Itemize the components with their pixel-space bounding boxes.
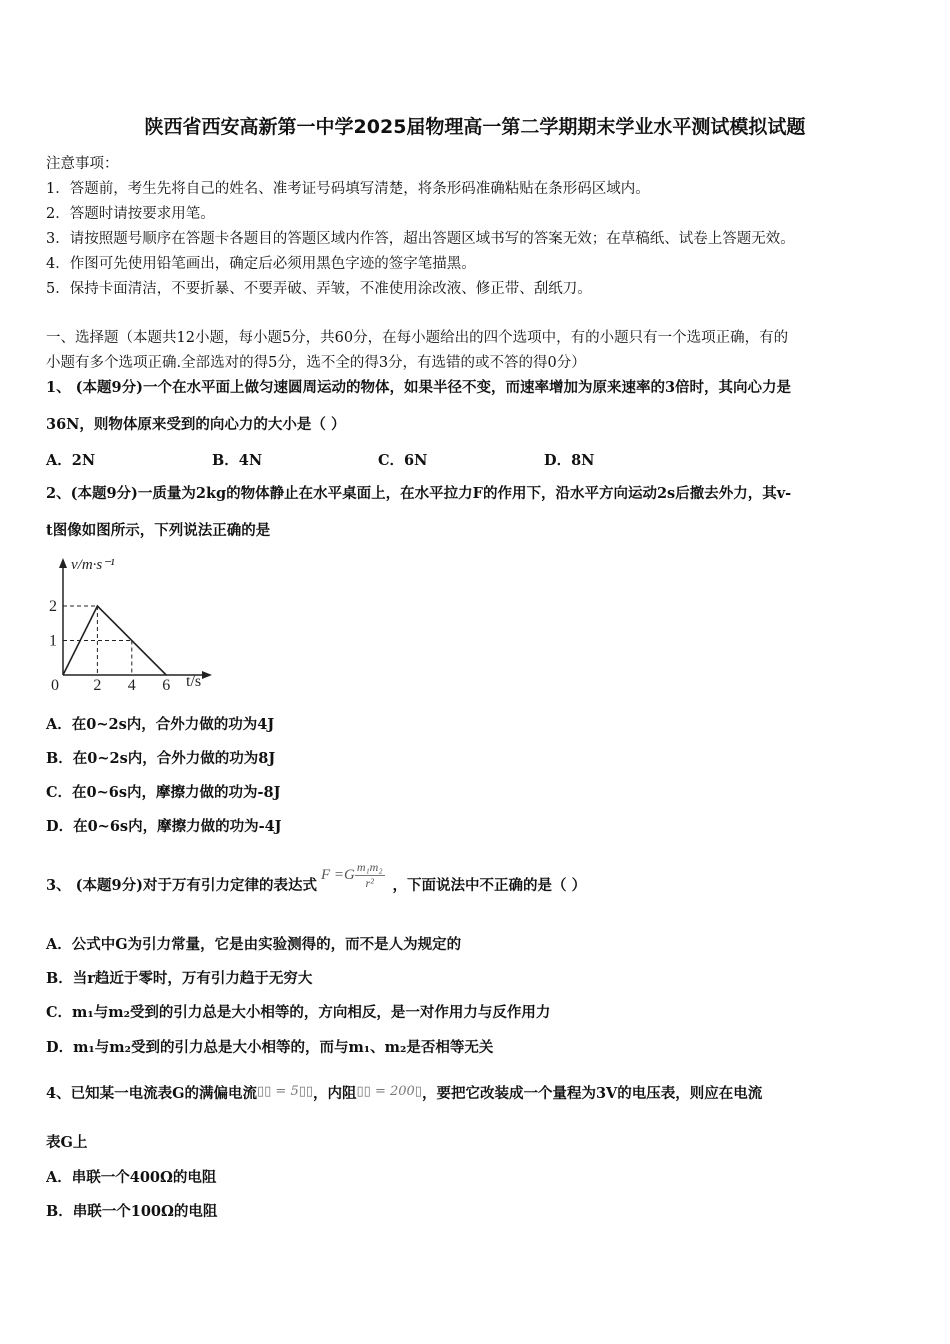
x-tick-label: 2: [93, 677, 102, 693]
q4-stem-part1: 4、已知某一电流表G的满偏电流: [46, 1085, 257, 1102]
q4-option-b: B．串联一个100Ω的电阻: [46, 1203, 218, 1220]
q4-stem-part2: ，内阻: [313, 1085, 357, 1102]
y-tick-label: 2: [49, 598, 57, 615]
x-tick-label: 6: [162, 677, 171, 693]
y-tick-label: 1: [49, 632, 57, 650]
x-axis-label: t/s: [186, 673, 202, 690]
page-title: 陕西省西安高新第一中学2025届物理高一第二学期期末学业水平测试模拟试题: [144, 116, 806, 138]
q3-option-b: B．当r趋近于零时，万有引力趋于无穷大: [46, 970, 313, 987]
q1-stem-cont: 36N，则物体原来受到的向心力的大小是（ ）: [46, 416, 346, 433]
q3-formula: [321, 860, 385, 891]
q1-stem: 1、 (本题9分)一个在水平面上做匀速圆周运动的物体，如果半径不变，而速率增加为原来速率的3倍时，其向心力是: [46, 379, 792, 396]
formula-denominator: r²: [365, 875, 374, 890]
q2-stem: 2、(本题9分)一质量为2kg的物体静止在水平桌面上，在水平拉力F的作用下，沿水平方向运动2s后撤去外力，其v-: [46, 485, 792, 502]
q2-option-c: C．在0~6s内，摩擦力做的功为-8J: [46, 784, 281, 801]
q2-option-d: D．在0~6s内，摩擦力做的功为-4J: [46, 818, 282, 835]
q3-stem: [46, 859, 587, 895]
formula-numerator: m₁m₂: [356, 859, 383, 874]
q1-option-c: C．6N: [378, 452, 428, 469]
q1-option-b: B．4N: [212, 452, 263, 469]
q2-stem-cont: t图像如图所示，下列说法正确的是: [46, 522, 271, 539]
q3-option-a: A．公式中G为引力常量，它是由实验测得的，而不是人为规定的: [46, 936, 462, 953]
formula-lhs: F =G: [320, 866, 355, 883]
q3-stem-prefix: 3、 (本题9分)对于万有引力定律的表达式: [46, 877, 317, 894]
q3-option-c: C．m₁与m₂受到的引力总是大小相等的，方向相反，是一对作用力与反作用力: [46, 1004, 551, 1021]
q4-option-a: A．串联一个400Ω的电阻: [46, 1169, 217, 1186]
notice-heading: 注意事项：: [46, 156, 119, 172]
notice-item: 2．答题时请按要求用笔。: [46, 206, 215, 222]
q4-stem-cont: 表G上: [46, 1134, 88, 1151]
q1-option-a: A．2N: [46, 452, 96, 469]
notice-item: 4．作图可先使用铅笔画出，确定后必须用黑色字迹的签字笔描黑。: [46, 256, 476, 272]
q4-formula-resistance: ▯▯ = 200▯: [356, 1084, 422, 1099]
y-axis-arrow: [59, 558, 67, 568]
q4-stem: [46, 1082, 762, 1103]
x-tick-label: 4: [127, 677, 136, 693]
y-axis-label: v/m·s⁻¹: [71, 557, 115, 573]
q2-option-a: A．在0~2s内，合外力做的功为4J: [46, 716, 275, 733]
q4-formula-current: ▯▯ = 5▯▯: [256, 1084, 314, 1099]
x-axis-arrow: [202, 671, 212, 679]
notice-item: 1．答题前，考生先将自己的姓名、准考证号码填写清楚，将条形码准确粘贴在条形码区域内。: [46, 181, 650, 197]
section-heading-cont: 小题有多个选项正确.全部选对的得5分，选不全的得3分，有选错的或不答的得0分）: [46, 355, 586, 371]
q2-option-b: B．在0~2s内，合外力做的功为8J: [46, 750, 276, 767]
vt-graph: [44, 548, 224, 693]
formula-fraction: [355, 860, 385, 891]
notice-item: 5．保持卡面清洁，不要折暴、不要弄破、弄皱，不准使用涂改液、修正带、刮纸刀。: [46, 281, 592, 297]
section-heading: 一、选择题（本题共12小题，每小题5分，共60分，在每小题给出的四个选项中，有的小题只有一个选项正确，有的: [46, 330, 789, 346]
q1-options: [46, 449, 710, 470]
notice-item: 3．请按照题号顺序在答题卡各题目的答题区域内作答，超出答题区域书写的答案无效；在草稿纸、试卷上答题无效。: [46, 231, 795, 247]
q4-stem-part3: ，要把它改装成一个量程为3V的电压表，则应在电流: [421, 1085, 763, 1102]
q3-option-d: D．m₁与m₂受到的引力总是大小相等的，而与m₁、m₂是否相等无关: [46, 1039, 494, 1056]
q1-option-d: D．8N: [544, 452, 595, 469]
q3-stem-suffix: ，下面说法中不正确的是（ ）: [392, 877, 587, 894]
x-tick-label: 0: [51, 677, 59, 693]
